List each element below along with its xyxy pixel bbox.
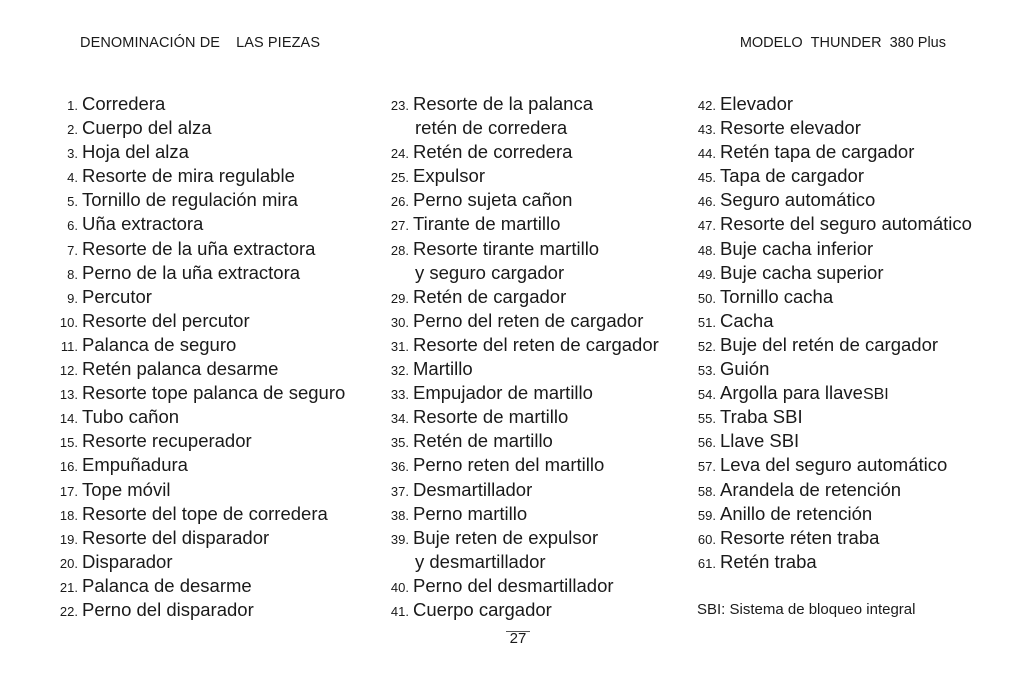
part-number: 3. bbox=[67, 146, 78, 162]
part-name: Tirante de martillo bbox=[413, 213, 561, 235]
part-number: 10. bbox=[59, 314, 78, 330]
part-list-item bbox=[385, 212, 659, 236]
part-list-item-continuation bbox=[385, 550, 659, 574]
part-name: Argolla para llave bbox=[720, 382, 863, 404]
part-number: 28. bbox=[390, 242, 409, 258]
part-number: 53. bbox=[697, 363, 716, 379]
part-name: Anillo de retención bbox=[720, 502, 873, 524]
part-list-item bbox=[56, 116, 345, 140]
part-number: 14. bbox=[59, 411, 78, 427]
part-list-item bbox=[692, 550, 972, 574]
part-number: 25. bbox=[390, 170, 409, 186]
part-name: Perno del reten de cargador bbox=[413, 309, 644, 331]
part-name: retén de corredera bbox=[415, 117, 568, 139]
part-name: Retén de corredera bbox=[413, 141, 573, 163]
part-list-item bbox=[385, 574, 659, 598]
part-list-item bbox=[692, 526, 972, 550]
part-number: 8. bbox=[67, 266, 78, 282]
part-name: Guión bbox=[720, 358, 770, 380]
part-name: Disparador bbox=[82, 550, 173, 572]
part-list-item bbox=[385, 453, 659, 477]
part-name: Tornillo cacha bbox=[720, 285, 834, 307]
part-number: 48. bbox=[697, 242, 716, 258]
part-name: Perno del disparador bbox=[82, 598, 254, 620]
part-name: Cuerpo cargador bbox=[413, 598, 552, 620]
part-name: Perno de la uña extractora bbox=[82, 261, 301, 283]
part-name: Perno martillo bbox=[413, 502, 528, 524]
part-list-item bbox=[692, 357, 972, 381]
part-list-item-continuation bbox=[385, 116, 659, 140]
header-left-part-2: LAS PIEZAS bbox=[236, 35, 321, 51]
part-list-item bbox=[692, 140, 972, 164]
part-name: Corredera bbox=[82, 93, 166, 114]
part-name: Resorte del tope de corredera bbox=[82, 502, 328, 524]
part-name-suffix: SBI bbox=[862, 386, 889, 404]
part-name: Resorte del seguro automático bbox=[720, 213, 972, 235]
part-list-item bbox=[56, 333, 345, 357]
part-number: 46. bbox=[697, 194, 716, 210]
part-number: 21. bbox=[59, 579, 78, 595]
part-name: Llave SBI bbox=[720, 430, 800, 452]
part-number: 22. bbox=[59, 603, 78, 619]
part-name: Hoja del alza bbox=[82, 141, 189, 163]
part-list-item bbox=[385, 526, 659, 550]
part-number: 24. bbox=[390, 146, 409, 162]
part-name: Tubo cañon bbox=[82, 406, 180, 428]
part-name: Arandela de retención bbox=[720, 478, 902, 500]
part-number: 54. bbox=[697, 387, 716, 403]
part-list-item bbox=[385, 405, 659, 429]
part-list-item bbox=[56, 453, 345, 477]
header-right-part-3: 380 Plus bbox=[889, 35, 946, 51]
part-name: Resorte réten traba bbox=[720, 526, 880, 548]
parts-column-1 bbox=[56, 92, 345, 622]
part-list-item bbox=[56, 429, 345, 453]
part-name: Cuerpo del alza bbox=[82, 117, 212, 139]
part-number: 32. bbox=[390, 363, 409, 379]
header-title-left bbox=[80, 35, 320, 51]
part-list-item bbox=[385, 164, 659, 188]
part-list-item bbox=[385, 237, 659, 261]
part-number: 59. bbox=[697, 507, 716, 523]
part-list-item bbox=[692, 188, 972, 212]
part-number: 23. bbox=[390, 98, 409, 113]
part-list-item bbox=[56, 285, 345, 309]
part-name: Retén tapa de cargador bbox=[720, 141, 915, 163]
part-name: Resorte tope palanca de seguro bbox=[82, 382, 346, 404]
part-list-item bbox=[385, 502, 659, 526]
part-list-item bbox=[56, 357, 345, 381]
part-name: Buje cacha superior bbox=[720, 261, 884, 283]
part-name: Perno reten del martillo bbox=[413, 454, 605, 476]
part-name: Palanca de desarme bbox=[82, 574, 252, 596]
header-model bbox=[740, 35, 946, 51]
part-name: y seguro cargador bbox=[415, 261, 565, 283]
part-list-item bbox=[692, 478, 972, 502]
part-name: Perno sujeta cañon bbox=[413, 189, 573, 211]
part-list-item bbox=[692, 309, 972, 333]
part-name: Tapa de cargador bbox=[720, 165, 864, 187]
part-list-item bbox=[385, 598, 659, 622]
part-number: 13. bbox=[59, 387, 78, 403]
part-name: Resorte de la palanca bbox=[413, 93, 593, 114]
part-list-item bbox=[385, 381, 659, 405]
part-name: Seguro automático bbox=[720, 189, 876, 211]
part-number: 38. bbox=[390, 507, 409, 523]
part-name: Retén de martillo bbox=[413, 430, 553, 452]
part-number: 12. bbox=[59, 363, 78, 379]
part-list-item bbox=[56, 574, 345, 598]
part-list-item bbox=[385, 429, 659, 453]
header-left-part-1: DENOMINACIÓN DE bbox=[80, 35, 221, 51]
part-number: 15. bbox=[59, 435, 78, 451]
part-number: 36. bbox=[390, 459, 409, 475]
part-name: Resorte tirante martillo bbox=[413, 237, 600, 259]
part-name: Buje reten de expulsor bbox=[413, 526, 599, 548]
part-number: 30. bbox=[390, 314, 409, 330]
part-number: 26. bbox=[390, 194, 409, 210]
part-number: 55. bbox=[697, 411, 716, 427]
part-name: Retén traba bbox=[720, 550, 817, 572]
part-number: 11. bbox=[60, 338, 78, 354]
part-number: 35. bbox=[390, 435, 409, 451]
page-number: 27 bbox=[509, 630, 527, 647]
part-number: 60. bbox=[697, 531, 716, 547]
part-name: Resorte de mira regulable bbox=[82, 165, 295, 187]
part-list-item bbox=[56, 309, 345, 333]
part-list-item-continuation bbox=[385, 261, 659, 285]
part-list-item bbox=[56, 261, 345, 285]
part-list-item bbox=[692, 116, 972, 140]
part-number: 37. bbox=[390, 483, 409, 499]
part-name: Expulsor bbox=[413, 165, 485, 187]
part-list-item bbox=[385, 333, 659, 357]
parts-column-3 bbox=[692, 92, 972, 574]
part-list-item bbox=[385, 140, 659, 164]
part-number: 44. bbox=[697, 146, 716, 162]
part-list-item bbox=[692, 333, 972, 357]
part-number: 45. bbox=[697, 170, 716, 186]
part-number: 2. bbox=[67, 122, 78, 138]
part-name: Resorte de la uña extractora bbox=[82, 237, 316, 259]
part-number: 43. bbox=[697, 122, 716, 138]
part-name: Empujador de martillo bbox=[413, 382, 593, 404]
part-list-item bbox=[56, 188, 345, 212]
part-number: 1. bbox=[67, 98, 78, 113]
part-number: 5. bbox=[67, 194, 78, 210]
part-list-item bbox=[692, 453, 972, 477]
header-right-part-2: THUNDER bbox=[810, 35, 882, 51]
header-right-part-1: MODELO bbox=[739, 35, 803, 51]
part-list-item bbox=[56, 550, 345, 574]
part-list-item bbox=[385, 478, 659, 502]
part-list-item bbox=[692, 92, 972, 116]
part-number: 4. bbox=[67, 170, 78, 186]
part-name: Martillo bbox=[413, 358, 473, 380]
part-list-item bbox=[692, 405, 972, 429]
part-name: Desmartillador bbox=[413, 478, 533, 500]
part-number: 6. bbox=[67, 218, 78, 234]
part-number: 52. bbox=[697, 338, 716, 354]
part-name: Resorte recuperador bbox=[82, 430, 252, 452]
part-list-item bbox=[56, 405, 345, 429]
part-list-item bbox=[385, 188, 659, 212]
part-number: 41. bbox=[390, 603, 409, 619]
part-number: 49. bbox=[697, 266, 716, 282]
part-list-item bbox=[692, 237, 972, 261]
part-number: 61. bbox=[697, 555, 716, 571]
part-number: 9. bbox=[67, 290, 78, 306]
part-name: Resorte de martillo bbox=[413, 406, 569, 428]
part-name: Retén palanca desarme bbox=[82, 358, 279, 380]
part-list-item bbox=[385, 92, 659, 116]
part-number: 50. bbox=[697, 290, 716, 306]
part-number: 56. bbox=[697, 435, 716, 451]
part-list-item bbox=[56, 502, 345, 526]
part-number: 42. bbox=[697, 98, 716, 113]
part-list-item bbox=[385, 357, 659, 381]
part-name: Buje del retén de cargador bbox=[720, 333, 939, 355]
part-name: Uña extractora bbox=[82, 213, 204, 235]
part-number: 58. bbox=[697, 483, 716, 499]
part-list-item bbox=[692, 261, 972, 285]
part-name: Resorte del disparador bbox=[82, 526, 270, 548]
part-list-item bbox=[692, 381, 972, 405]
part-list-item bbox=[692, 164, 972, 188]
part-name: Empuñadura bbox=[82, 454, 188, 476]
part-number: 34. bbox=[390, 411, 409, 427]
part-list-item bbox=[692, 502, 972, 526]
part-name: Elevador bbox=[720, 93, 794, 114]
part-number: 16. bbox=[59, 459, 78, 475]
part-list-item bbox=[56, 598, 345, 622]
part-number: 20. bbox=[59, 555, 78, 571]
part-list-item bbox=[692, 212, 972, 236]
part-number: 33. bbox=[390, 387, 409, 403]
part-name: Leva del seguro automático bbox=[720, 454, 948, 476]
part-number: 47. bbox=[697, 218, 716, 234]
part-list-item bbox=[56, 212, 345, 236]
part-name: Retén de cargador bbox=[413, 285, 567, 307]
part-name: Perno del desmartillador bbox=[413, 574, 614, 596]
part-list-item bbox=[56, 381, 345, 405]
part-number: 39. bbox=[390, 531, 409, 547]
part-name: Resorte elevador bbox=[720, 117, 861, 139]
part-name: Cacha bbox=[720, 309, 774, 331]
part-number: 19. bbox=[59, 531, 78, 547]
part-number: 27. bbox=[390, 218, 409, 234]
part-number: 40. bbox=[390, 579, 409, 595]
parts-column-2 bbox=[385, 92, 659, 622]
part-number: 17. bbox=[59, 483, 78, 499]
part-list-item bbox=[56, 237, 345, 261]
part-name: Palanca de seguro bbox=[82, 333, 237, 355]
part-name: Traba SBI bbox=[720, 406, 803, 428]
part-name: Buje cacha inferior bbox=[720, 237, 874, 259]
part-name: Resorte del reten de cargador bbox=[413, 333, 659, 355]
part-number: 29. bbox=[390, 290, 409, 306]
part-name: y desmartillador bbox=[415, 550, 546, 572]
part-name: Percutor bbox=[82, 285, 152, 307]
part-name: Resorte del percutor bbox=[82, 309, 250, 331]
part-number: 31. bbox=[390, 338, 409, 354]
part-list-item bbox=[385, 309, 659, 333]
part-list-item bbox=[692, 285, 972, 309]
part-list-item bbox=[56, 164, 345, 188]
part-number: 57. bbox=[697, 459, 716, 475]
part-list-item bbox=[56, 92, 345, 116]
part-list-item bbox=[692, 429, 972, 453]
footnote-sbi: SBI: Sistema de bloqueo integral bbox=[697, 601, 916, 618]
part-name: Tope móvil bbox=[82, 478, 171, 500]
part-number: 18. bbox=[59, 507, 78, 523]
part-list-item bbox=[56, 478, 345, 502]
part-list-item bbox=[56, 140, 345, 164]
part-list-item bbox=[385, 285, 659, 309]
part-list-item bbox=[56, 526, 345, 550]
part-number: 7. bbox=[67, 242, 78, 258]
part-name: Tornillo de regulación mira bbox=[82, 189, 298, 211]
part-number: 51. bbox=[697, 314, 716, 330]
